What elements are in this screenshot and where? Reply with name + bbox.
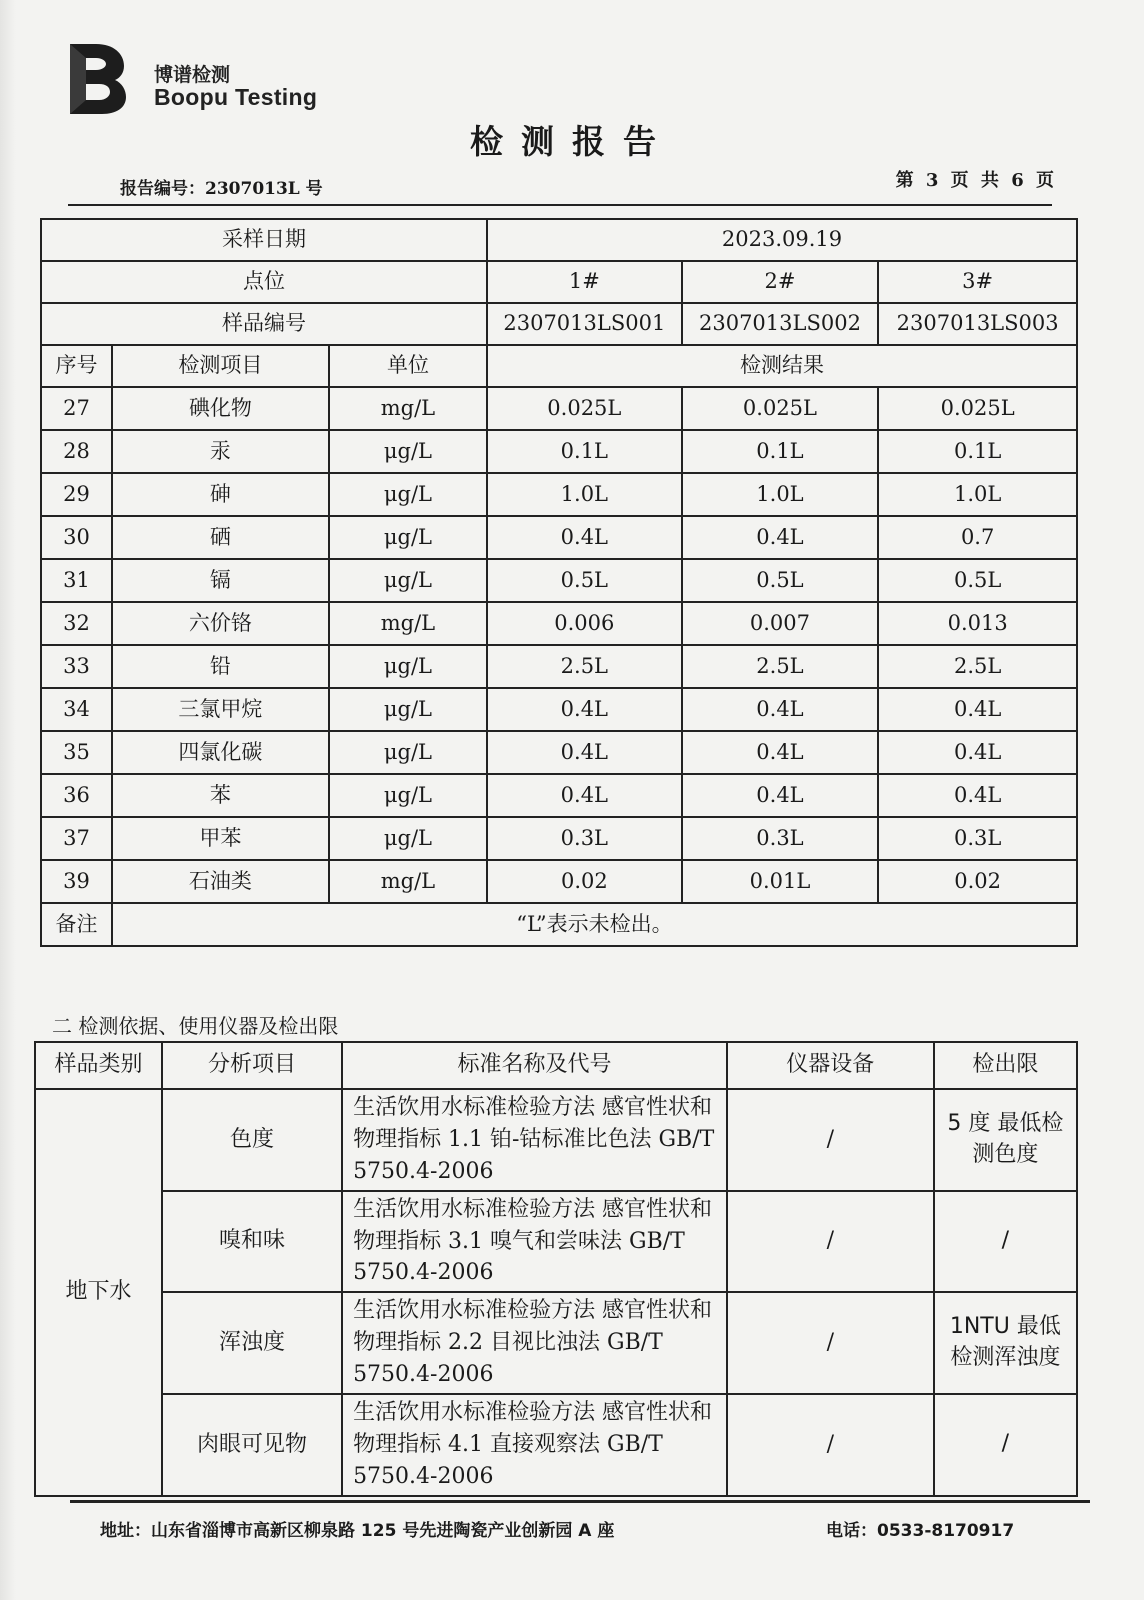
instrument-cell: / [727,1292,934,1394]
result-2-cell: 0.1L [682,430,879,473]
result-2-cell: 2.5L [682,645,879,688]
methods-table [34,1041,1078,1497]
analysis-item-cell: 肉眼可见物 [162,1394,342,1496]
remark-row [41,903,1077,946]
result-1-cell: 0.1L [487,430,682,473]
analysis-item-cell: 色度 [162,1089,342,1191]
table-row [41,473,1077,516]
result-2-cell: 0.025L [682,387,879,430]
unit-cell: μg/L [329,559,487,602]
result-1-cell: 0.4L [487,731,682,774]
standard-cell: 生活饮用水标准检验方法 感官性状和物理指标 2.2 目视比浊法 GB/T 5750.4-2006 [342,1292,727,1394]
table-row [41,817,1077,860]
result-3-cell: 0.7 [878,516,1077,559]
unit-cell: μg/L [329,430,487,473]
result-3-cell: 0.025L [878,387,1077,430]
table-row [41,303,1077,345]
seq-cell: 36 [41,774,112,817]
result-1-cell: 0.3L [487,817,682,860]
result-3-cell: 0.4L [878,731,1077,774]
seq-cell: 33 [41,645,112,688]
item-cell: 铅 [112,645,329,688]
item-cell: 砷 [112,473,329,516]
seq-cell: 35 [41,731,112,774]
seq-cell: 31 [41,559,112,602]
result-3-cell: 0.4L [878,774,1077,817]
result-3-cell: 2.5L [878,645,1077,688]
table-row [41,602,1077,645]
col-instrument: 仪器设备 [727,1042,934,1089]
sample-id-1: 2307013LS001 [487,303,682,345]
report-title: 检测报告 [470,122,674,161]
table-row [41,219,1077,261]
table-row [41,860,1077,903]
unit-cell: mg/L [329,387,487,430]
unit-cell: μg/L [329,473,487,516]
item-cell: 石油类 [112,860,329,903]
detection-limit-cell: 5 度 最低检测色度 [934,1089,1077,1191]
item-cell: 六价铬 [112,602,329,645]
analysis-item-cell: 嗅和味 [162,1191,342,1293]
point-3: 3# [878,261,1077,303]
result-2-cell: 0.01L [682,860,879,903]
table-row [35,1394,1077,1496]
seq-cell: 29 [41,473,112,516]
item-cell: 碘化物 [112,387,329,430]
result-2-cell: 0.4L [682,516,879,559]
result-1-cell: 0.4L [487,774,682,817]
col-item: 检测项目 [112,345,329,387]
table-row [41,774,1077,817]
boopu-logo-icon [66,40,128,116]
instrument-cell: / [727,1191,934,1293]
standard-cell: 生活饮用水标准检验方法 感官性状和物理指标 1.1 铂-钴标准比色法 GB/T 5750.4-2006 [342,1089,727,1191]
unit-cell: mg/L [329,860,487,903]
item-cell: 甲苯 [112,817,329,860]
result-3-cell: 1.0L [878,473,1077,516]
sampling-date: 2023.09.19 [487,219,1077,261]
seq-cell: 37 [41,817,112,860]
result-3-cell: 0.4L [878,688,1077,731]
col-unit: 单位 [329,345,487,387]
unit-cell: μg/L [329,516,487,559]
footer-phone: 电话：0533-8170917 [826,1521,1015,1541]
col-standard: 标准名称及代号 [342,1042,727,1089]
page-number: 第 3 页 共 6 页 [895,170,1054,191]
seq-cell: 39 [41,860,112,903]
result-1-cell: 0.006 [487,602,682,645]
detection-limit-cell: / [934,1394,1077,1496]
unit-cell: μg/L [329,688,487,731]
col-category: 样品类别 [35,1042,162,1089]
brand-name-cn: 博谱检测 [154,64,231,86]
header-divider [68,204,1052,206]
seq-cell: 27 [41,387,112,430]
result-2-cell: 0.4L [682,688,879,731]
result-1-cell: 0.025L [487,387,682,430]
unit-cell: μg/L [329,817,487,860]
remark-text: “L”表示未检出。 [112,903,1077,946]
footer-address: 地址：山东省淄博市高新区柳泉路 125 号先进陶瓷产业创新园 A 座 [100,1521,615,1541]
result-2-cell: 0.4L [682,774,879,817]
method-rows [35,1089,1077,1496]
table-row [41,430,1077,473]
result-2-cell: 0.4L [682,731,879,774]
sampling-date-label: 采样日期 [41,219,487,261]
result-1-cell: 0.02 [487,860,682,903]
section-title: 二 检测依据、使用仪器及检出限 [52,1014,339,1038]
unit-cell: μg/L [329,731,487,774]
standard-cell: 生活饮用水标准检验方法 感官性状和物理指标 4.1 直接观察法 GB/T 5750.4-2006 [342,1394,727,1496]
results-table [40,218,1078,947]
result-rows [41,387,1077,903]
item-cell: 硒 [112,516,329,559]
report-number: 报告编号：2307013L 号 [120,179,323,199]
result-1-cell: 0.4L [487,688,682,731]
seq-cell: 34 [41,688,112,731]
instrument-cell: / [727,1089,934,1191]
result-1-cell: 1.0L [487,473,682,516]
brand-name-en: Boopu Testing [154,84,318,110]
table-row [35,1191,1077,1293]
result-3-cell: 0.5L [878,559,1077,602]
unit-cell: μg/L [329,645,487,688]
column-header-row [41,345,1077,387]
seq-cell: 32 [41,602,112,645]
point-2: 2# [682,261,879,303]
result-1-cell: 0.4L [487,516,682,559]
analysis-item-cell: 浑浊度 [162,1292,342,1394]
point-1: 1# [487,261,682,303]
table-row [35,1089,1077,1191]
unit-cell: mg/L [329,602,487,645]
sample-id-3: 2307013LS003 [878,303,1077,345]
table-row [41,645,1077,688]
table-row [41,387,1077,430]
sample-id-label: 样品编号 [41,303,487,345]
result-2-cell: 0.3L [682,817,879,860]
category-cell: 地下水 [35,1089,162,1496]
item-cell: 四氯化碳 [112,731,329,774]
item-cell: 三氯甲烷 [112,688,329,731]
point-label: 点位 [41,261,487,303]
item-cell: 镉 [112,559,329,602]
result-3-cell: 0.3L [878,817,1077,860]
unit-cell: μg/L [329,774,487,817]
item-cell: 汞 [112,430,329,473]
result-3-cell: 0.02 [878,860,1077,903]
col-result: 检测结果 [487,345,1077,387]
result-2-cell: 1.0L [682,473,879,516]
result-2-cell: 0.007 [682,602,879,645]
result-1-cell: 2.5L [487,645,682,688]
item-cell: 苯 [112,774,329,817]
result-3-cell: 0.013 [878,602,1077,645]
result-3-cell: 0.1L [878,430,1077,473]
table-row [35,1292,1077,1394]
page-edge [0,0,16,1600]
table-row [41,261,1077,303]
col-detection-limit: 检出限 [934,1042,1077,1089]
footer-divider [70,1500,1090,1503]
table-row [41,559,1077,602]
remark-label: 备注 [41,903,112,946]
seq-cell: 30 [41,516,112,559]
seq-cell: 28 [41,430,112,473]
result-1-cell: 0.5L [487,559,682,602]
col-seq: 序号 [41,345,112,387]
result-2-cell: 0.5L [682,559,879,602]
sample-id-2: 2307013LS002 [682,303,879,345]
standard-cell: 生活饮用水标准检验方法 感官性状和物理指标 3.1 嗅气和尝味法 GB/T 5750.4-2006 [342,1191,727,1293]
detection-limit-cell: / [934,1191,1077,1293]
instrument-cell: / [727,1394,934,1496]
table-row [41,731,1077,774]
col-analysis-item: 分析项目 [162,1042,342,1089]
column-header-row [35,1042,1077,1089]
table-row [41,516,1077,559]
detection-limit-cell: 1NTU 最低检测浑浊度 [934,1292,1077,1394]
table-row [41,688,1077,731]
